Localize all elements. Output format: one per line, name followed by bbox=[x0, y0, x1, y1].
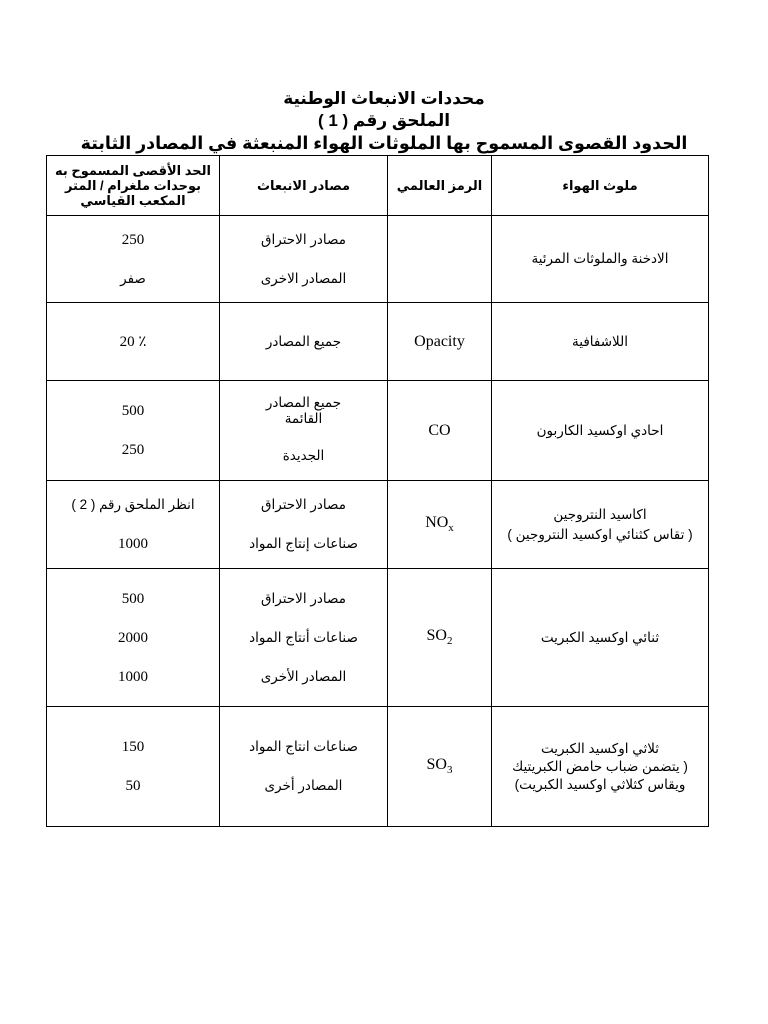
symbol-text: SO bbox=[426, 627, 447, 645]
limit-value: 1000 bbox=[118, 668, 148, 685]
source-item: مصادر الاحتراق bbox=[261, 231, 346, 247]
table-row bbox=[47, 481, 709, 569]
pollutant-name: ثنائي اوكسيد الكبريت bbox=[540, 629, 660, 645]
limit-value: 500 bbox=[121, 590, 145, 607]
source-item: مصادر الاحتراق bbox=[261, 497, 346, 512]
header-pollutant: ملوث الهواء bbox=[492, 156, 709, 216]
symbol-subscript: 3 bbox=[446, 764, 453, 777]
pollutant-name: ثلاثي اوكسيد الكبريت bbox=[540, 740, 660, 756]
limit-value: صفر bbox=[120, 270, 146, 286]
limit-cell bbox=[47, 481, 220, 569]
pollutant-cell bbox=[492, 303, 709, 381]
source-item: المصادر الاخرى bbox=[260, 270, 347, 286]
source-item: المصادر الأخرى bbox=[260, 668, 347, 684]
source-item: الجديدة bbox=[282, 448, 325, 463]
sources-cell bbox=[220, 216, 388, 303]
source-item: جميع المصادر bbox=[265, 333, 342, 349]
pollutant-note: ويقاس كثلاثي اوكسيد الكبريت) bbox=[514, 776, 686, 792]
table-row bbox=[47, 707, 709, 827]
sources-cell bbox=[220, 481, 388, 569]
limit-value: 250 bbox=[121, 442, 145, 458]
symbol-subscript: x bbox=[448, 522, 454, 535]
header-sources: مصادر الانبعاث bbox=[220, 156, 388, 216]
symbol-text: Opacity bbox=[414, 332, 465, 350]
source-item: مصادر الاحتراق bbox=[261, 590, 346, 606]
title-main: محددات الانبعاث الوطنية bbox=[283, 89, 485, 108]
limit-value: انظر الملحق رقم ( 2 ) bbox=[71, 497, 195, 512]
limit-value: 2000 bbox=[118, 629, 148, 646]
pollutant-cell bbox=[492, 481, 709, 569]
header-limit: الحد الأقصى المسموح به بوحدات ملغرام / المتر المكعب القياسي bbox=[47, 156, 220, 216]
pollutant-cell bbox=[492, 381, 709, 481]
symbol-text: CO bbox=[428, 421, 451, 439]
pollutant-cell bbox=[492, 569, 709, 707]
limit-value: 1000 bbox=[118, 536, 148, 552]
limit-value: 20 ٪ bbox=[119, 333, 147, 350]
source-item: صناعات انتاج المواد bbox=[249, 739, 358, 754]
sources-cell bbox=[220, 569, 388, 707]
title-annex: الملحق رقم ( 1 ) bbox=[317, 111, 451, 130]
source-item: صناعات إنتاج المواد bbox=[249, 536, 358, 551]
limit-cell bbox=[47, 381, 220, 481]
sources-cell bbox=[220, 303, 388, 381]
source-item: المصادر أخرى bbox=[264, 778, 343, 793]
pollutant-note: ( يتضمن ضباب حامض الكبريتيك bbox=[512, 758, 688, 774]
table-row bbox=[47, 381, 709, 481]
title-description: الحدود القصوى المسموح بها الملوثات الهواء المنبعثة في المصادر الثابتة bbox=[80, 133, 688, 153]
source-item: صناعات أنتاج المواد bbox=[249, 629, 358, 645]
limit-cell bbox=[47, 707, 220, 827]
symbol-cell bbox=[388, 381, 492, 481]
limit-cell bbox=[47, 216, 220, 303]
table-header-row bbox=[47, 156, 709, 216]
emissions-limits-table bbox=[46, 155, 709, 827]
limit-value: 250 bbox=[121, 231, 145, 248]
table-row bbox=[47, 569, 709, 707]
pollutant-name: اكاسيد النتروجين bbox=[553, 506, 647, 522]
symbol-cell bbox=[388, 303, 492, 381]
symbol-cell bbox=[388, 569, 492, 707]
symbol-cell bbox=[388, 216, 492, 303]
symbol-subscript: 2 bbox=[446, 635, 453, 648]
pollutant-cell bbox=[492, 707, 709, 827]
pollutant-note: ( تقاس كثنائي اوكسيد النتروجين ) bbox=[507, 526, 693, 542]
sources-cell bbox=[220, 707, 388, 827]
header-symbol: الرمز العالمي bbox=[388, 156, 492, 216]
source-item: جميع المصادر القائمة bbox=[265, 395, 342, 426]
limit-value: 500 bbox=[121, 403, 145, 419]
document-titles bbox=[0, 88, 768, 154]
pollutant-name: احادي اوكسيد الكاربون bbox=[536, 422, 664, 438]
sources-cell bbox=[220, 381, 388, 481]
pollutant-name: الادخنة والملوثات المرئية bbox=[531, 251, 669, 266]
table-row bbox=[47, 216, 709, 303]
symbol-text: SO bbox=[426, 756, 447, 774]
limit-cell bbox=[47, 569, 220, 707]
symbol-text: NO bbox=[425, 514, 449, 532]
table-row bbox=[47, 303, 709, 381]
symbol-cell bbox=[388, 481, 492, 569]
limit-value: 150 bbox=[121, 739, 145, 755]
limit-value: 50 bbox=[125, 778, 141, 794]
symbol-cell bbox=[388, 707, 492, 827]
pollutant-name: اللاشفافية bbox=[572, 333, 628, 349]
limit-cell bbox=[47, 303, 220, 381]
pollutant-cell bbox=[492, 216, 709, 303]
